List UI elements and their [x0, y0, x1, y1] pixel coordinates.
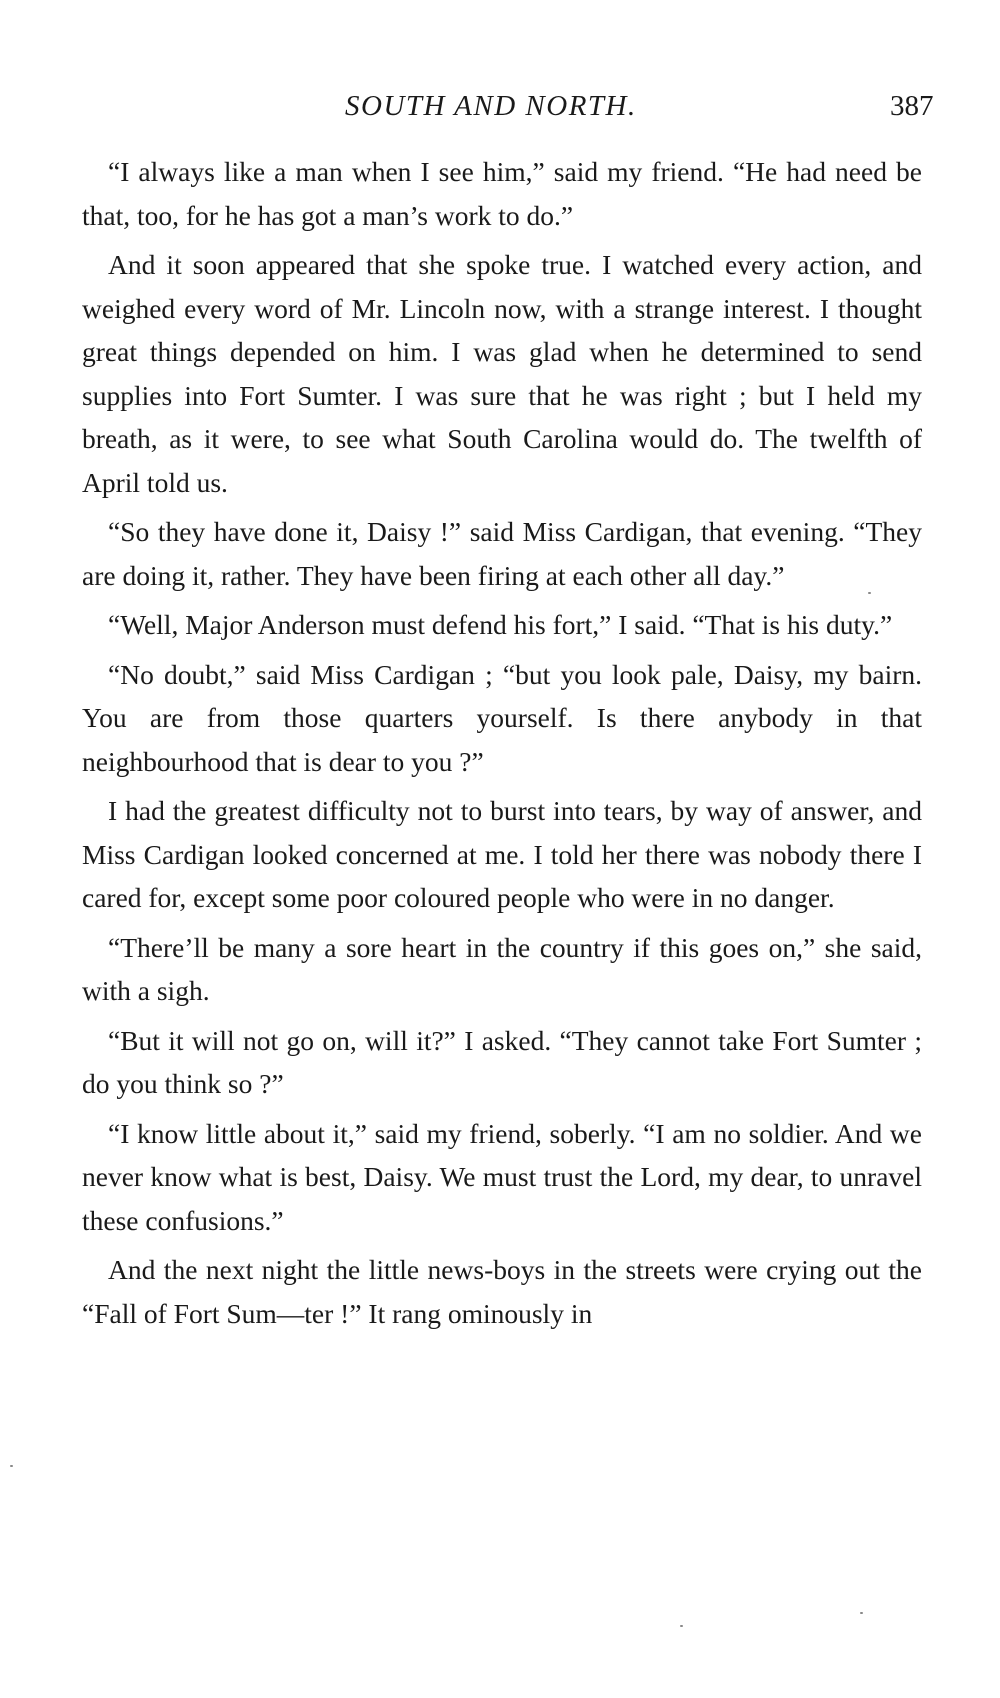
paragraph: “I always like a man when I see him,” said my friend. “He had need be that, too, for he has got a man’s work to do.” — [82, 156, 922, 231]
paragraph: And the next night the little news-boys in the streets were crying out the “Fall of Fort Sum—ter !” It rang ominously in — [82, 1254, 922, 1329]
page-number: 387 — [890, 90, 934, 122]
body-text — [82, 150, 922, 1341]
running-head — [0, 90, 1000, 130]
scan-speck — [860, 1612, 863, 1614]
paragraph: “But it will not go on, will it?” I asked. “They cannot take Fort Sumter ; do you think so ?” — [82, 1024, 922, 1099]
paragraph: I had the greatest difficulty not to burst into tears, by way of answer, and Miss Cardigan looked concerned at me. I told her there was nobody there I cared for, except some poor coloured people who were in no danger. — [82, 795, 922, 913]
scan-speck — [680, 1625, 683, 1627]
scan-speck — [10, 1465, 13, 1467]
paragraph: “Well, Major Anderson must defend his fort,” I said. “That is his duty.” — [108, 609, 893, 640]
paragraph: And it soon appeared that she spoke true. I watched every action, and weighed every word of Mr. Lincoln now, with a strange interest. I thought great things depended on him. I was glad when he determined to send supplies into Fort Sumter. I was sure that he was right ; but I held my breath, as it were, to see what South Carolina would do. The twelfth of April told us. — [82, 249, 922, 498]
paragraph: “There’ll be many a sore heart in the country if this goes on,” she said, with a sigh. — [82, 931, 922, 1006]
scan-speck — [868, 592, 871, 594]
running-title: SOUTH AND NORTH. — [345, 90, 637, 122]
paragraph: “I know little about it,” said my friend, soberly. “I am no soldier. And we never know what is best, Daisy. We must trust the Lord, my dear, to unravel these confusions.” — [82, 1117, 922, 1236]
paragraph: “No doubt,” said Miss Cardigan ; “but you look pale, Daisy, my bairn. You are from those quarters yourself. Is there anybody in that neighbourhood that is dear to you ?” — [82, 658, 922, 777]
paragraph: “So they have done it, Daisy !” said Miss Cardigan, that evening. “They are doing it, rather. They have been firing at each other all day.” — [82, 516, 922, 591]
